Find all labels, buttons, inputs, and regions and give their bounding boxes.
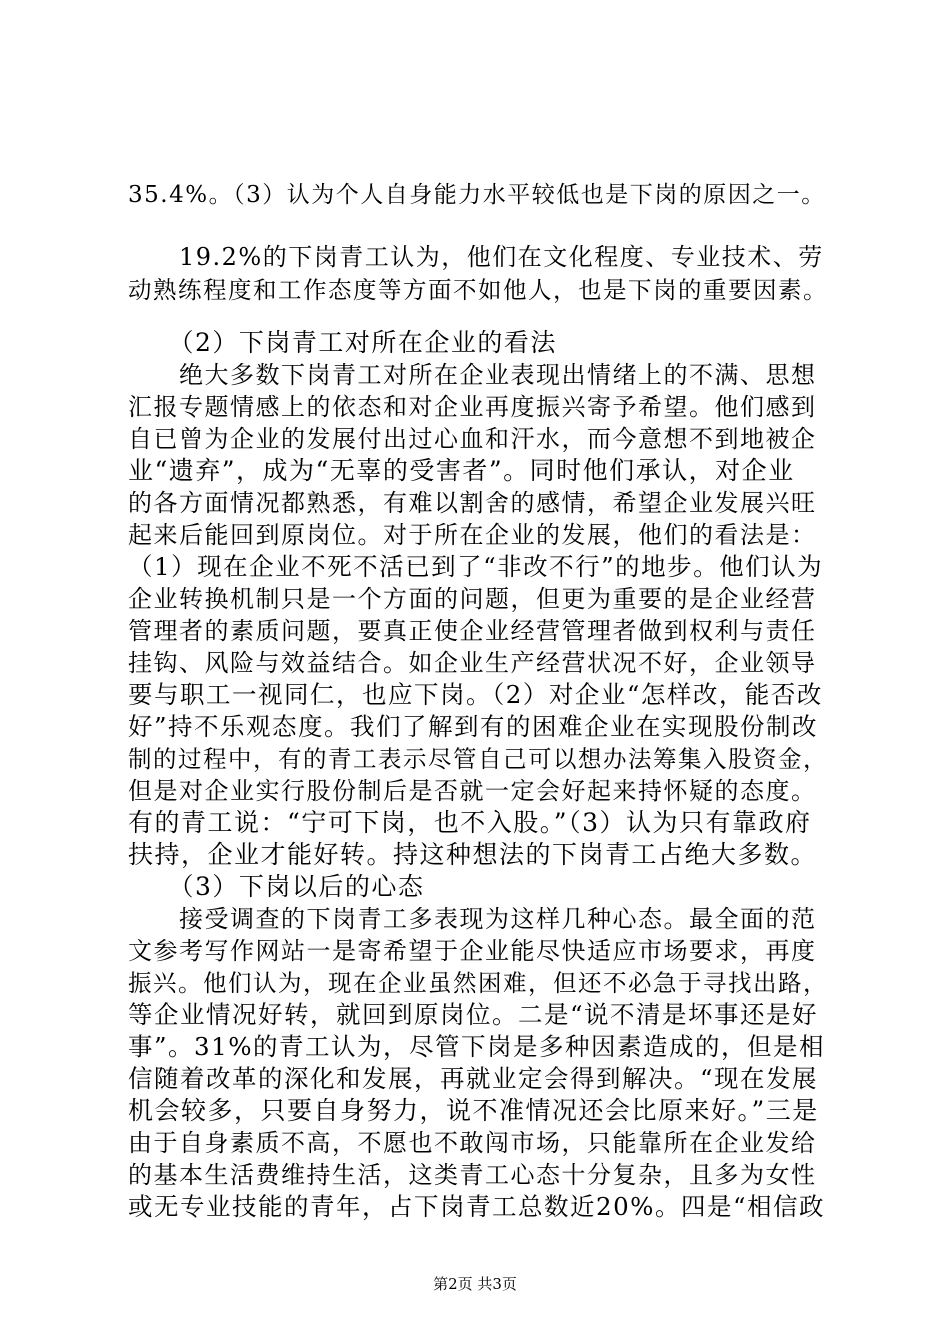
text-line: 接受调查的下岗青工多表现为这样几种心态。最全面的范 [128, 905, 817, 933]
text-line: 企业转换机制只是一个方面的问题，但更为重要的是企业经营 [128, 585, 817, 613]
text-line: 但是对企业实行股份制后是否就一定会好起来持怀疑的态度。 [128, 777, 817, 805]
text-line: 信随着改革的深化和发展，再就业定会得到解决。“现在发展 [128, 1064, 819, 1093]
text-line: 动熟练程度和工作态度等方面不如他人，也是下岗的重要因素。 [128, 276, 828, 304]
text-line: 业“遗弃”，成为“无辜的受害者”。同时他们承认，对企业 [128, 456, 795, 485]
text-line: 自已曾为企业的发展付出过心血和汗水，而今意想不到地被企 [128, 425, 817, 453]
section-heading: （3）下岗以后的心态 [128, 872, 425, 901]
text-line: 有的青工说：“宁可下岗，也不入股。”（3）认为只有靠政府 [128, 808, 812, 837]
text-line: 管理者的素质问题，要真正使企业经营管理者做到权利与责任 [128, 617, 817, 645]
text-line: 或无专业技能的青年，占下岗青工总数近20%。四是“相信政 [128, 1192, 825, 1221]
text-line: 事”。31%的青工认为，尽管下岗是多种因素造成的，但是相 [128, 1032, 825, 1061]
text-line: 扶持，企业才能好转。持这种想法的下岗青工占绝大多数。 [128, 840, 818, 869]
text-line: （1）现在企业不死不活已到了“非改不行”的地步。他们认为 [128, 552, 824, 581]
text-line: 的各方面情况都熟悉，有难以割舍的感情，希望企业发展兴旺 [128, 489, 817, 517]
section-heading: （2）下岗青工对所在企业的看法 [128, 328, 557, 357]
text-line: 制的过程中，有的青工表示尽管自己可以想办法筹集入股资金， [128, 745, 828, 773]
text-line: 19.2%的下岗青工认为，他们在文化程度、专业技术、劳 [128, 243, 824, 271]
text-line: 汇报专题情感上的依态和对企业再度振兴寄予希望。他们感到 [128, 393, 817, 421]
text-line: 挂钩、风险与效益结合。如企业生产经营状况不好，企业领导 [128, 649, 817, 677]
text-line: 机会较多，只要自身努力，说不准情况还会比原来好。”三是 [128, 1096, 819, 1125]
text-line: 的基本生活费维持生活，这类青工心态十分复杂，且多为女性 [128, 1161, 817, 1189]
text-line: 起来后能回到原岗位。对于所在企业的发展，他们的看法是： [128, 521, 817, 549]
text-line: 要与职工一视同仁，也应下岗。（2）对企业“怎样改，能否改 [128, 680, 823, 709]
text-line: 由于自身素质不高，不愿也不敢闯市场，只能靠所在企业发给 [128, 1129, 817, 1157]
text-line: 振兴。他们认为，现在企业虽然困难，但还不必急于寻找出路， [128, 969, 828, 997]
text-line: 等企业情况好转，就回到原岗位。二是“说不清是坏事还是好 [128, 1000, 819, 1029]
text-line: 35.4%。（3）认为个人自身能力水平较低也是下岗的原因之一。 [128, 182, 826, 208]
text-line: 好”持不乐观态度。我们了解到有的困难企业在实现股份制改 [128, 712, 819, 741]
page-footer: 第2页 共3页 [433, 1275, 517, 1293]
text-line: 绝大多数下岗青工对所在企业表现出情绪上的不满、思想 [128, 361, 817, 389]
text-line: 文参考写作网站一是寄希望于企业能尽快适应市场要求，再度 [128, 937, 817, 965]
